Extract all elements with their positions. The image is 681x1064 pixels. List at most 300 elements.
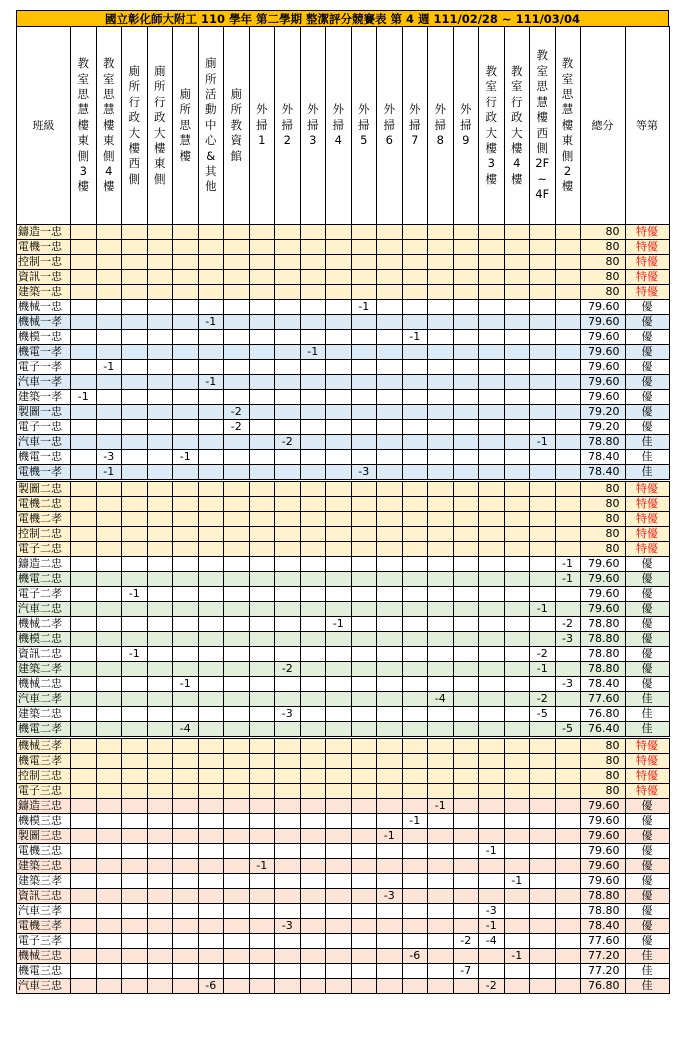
deduction-cell bbox=[555, 315, 580, 330]
deduction-cell bbox=[555, 285, 580, 300]
deduction-cell bbox=[147, 722, 173, 737]
deduction-cell bbox=[326, 527, 352, 542]
deduction-cell bbox=[122, 270, 148, 285]
deduction-cell bbox=[198, 300, 224, 315]
deduction-cell bbox=[453, 874, 479, 889]
deduction-cell bbox=[351, 390, 377, 405]
table-row bbox=[17, 949, 670, 964]
deduction-cell bbox=[96, 904, 122, 919]
deduction-cell bbox=[453, 225, 479, 240]
class-name-cell: 電子一忠 bbox=[17, 420, 71, 435]
deduction-cell bbox=[326, 934, 352, 949]
deduction-cell bbox=[224, 512, 250, 527]
deduction-cell bbox=[504, 859, 530, 874]
deduction-cell bbox=[453, 707, 479, 722]
table-row bbox=[17, 360, 670, 375]
deduction-cell bbox=[71, 722, 97, 737]
deduction-cell bbox=[530, 330, 556, 345]
deduction-cell bbox=[402, 512, 428, 527]
deduction-cell bbox=[147, 769, 173, 784]
total-score-cell: 80 bbox=[580, 255, 625, 270]
deduction-cell bbox=[71, 225, 97, 240]
deduction-cell bbox=[402, 707, 428, 722]
deduction-cell bbox=[530, 722, 556, 737]
deduction-cell bbox=[71, 964, 97, 979]
deduction-cell: -1 bbox=[530, 662, 556, 677]
deduction-cell bbox=[249, 270, 275, 285]
deduction-cell bbox=[504, 784, 530, 799]
deduction-cell bbox=[504, 677, 530, 692]
deduction-cell bbox=[275, 285, 301, 300]
table-row bbox=[17, 677, 670, 692]
grade-cell: 優 bbox=[625, 405, 669, 420]
deduction-cell bbox=[453, 420, 479, 435]
deduction-cell bbox=[122, 964, 148, 979]
deduction-cell bbox=[71, 784, 97, 799]
deduction-cell bbox=[224, 677, 250, 692]
total-score-cell: 79.60 bbox=[580, 345, 625, 360]
deduction-cell bbox=[96, 225, 122, 240]
deduction-cell bbox=[504, 375, 530, 390]
deduction-cell bbox=[377, 844, 403, 859]
deduction-cell bbox=[377, 722, 403, 737]
deduction-cell bbox=[71, 285, 97, 300]
class-name-cell: 控制一忠 bbox=[17, 255, 71, 270]
deduction-cell bbox=[198, 739, 224, 754]
deduction-cell bbox=[249, 512, 275, 527]
deduction-cell bbox=[504, 315, 530, 330]
deduction-cell bbox=[96, 934, 122, 949]
deduction-cell bbox=[173, 829, 199, 844]
deduction-cell bbox=[377, 527, 403, 542]
deduction-cell bbox=[71, 844, 97, 859]
deduction-cell bbox=[453, 904, 479, 919]
deduction-cell: -1 bbox=[479, 919, 505, 934]
total-score-cell: 79.20 bbox=[580, 420, 625, 435]
deduction-cell bbox=[249, 617, 275, 632]
deduction-cell bbox=[300, 420, 326, 435]
deduction-cell bbox=[402, 557, 428, 572]
deduction-cell bbox=[122, 934, 148, 949]
deduction-cell bbox=[122, 375, 148, 390]
grade-cell: 優 bbox=[625, 859, 669, 874]
deduction-cell bbox=[479, 602, 505, 617]
deduction-cell bbox=[479, 240, 505, 255]
deduction-cell bbox=[198, 904, 224, 919]
deduction-cell bbox=[147, 617, 173, 632]
deduction-cell bbox=[147, 270, 173, 285]
deduction-cell bbox=[428, 497, 454, 512]
deduction-cell bbox=[249, 527, 275, 542]
deduction-cell bbox=[173, 632, 199, 647]
deduction-cell bbox=[71, 375, 97, 390]
grade-cell: 特優 bbox=[625, 784, 669, 799]
deduction-cell bbox=[198, 450, 224, 465]
deduction-cell bbox=[428, 979, 454, 994]
deduction-cell bbox=[71, 632, 97, 647]
deduction-cell bbox=[71, 662, 97, 677]
table-row bbox=[17, 255, 670, 270]
deduction-cell bbox=[555, 692, 580, 707]
table-row bbox=[17, 692, 670, 707]
total-score-cell: 80 bbox=[580, 739, 625, 754]
deduction-cell bbox=[198, 330, 224, 345]
deduction-cell bbox=[300, 964, 326, 979]
deduction-cell bbox=[224, 375, 250, 390]
deduction-cell bbox=[428, 889, 454, 904]
deduction-cell bbox=[198, 435, 224, 450]
deduction-cell bbox=[71, 874, 97, 889]
deduction-cell bbox=[173, 527, 199, 542]
deduction-cell bbox=[71, 330, 97, 345]
deduction-cell bbox=[198, 769, 224, 784]
deduction-cell bbox=[351, 512, 377, 527]
deduction-cell bbox=[71, 904, 97, 919]
grade-cell: 優 bbox=[625, 934, 669, 949]
deduction-cell bbox=[428, 345, 454, 360]
deduction-cell bbox=[530, 677, 556, 692]
deduction-cell bbox=[300, 754, 326, 769]
deduction-cell bbox=[275, 934, 301, 949]
deduction-cell bbox=[122, 799, 148, 814]
deduction-cell bbox=[402, 934, 428, 949]
deduction-cell bbox=[377, 799, 403, 814]
deduction-cell bbox=[224, 450, 250, 465]
deduction-cell bbox=[351, 677, 377, 692]
deduction-cell bbox=[300, 647, 326, 662]
deduction-cell: -1 bbox=[530, 602, 556, 617]
deduction-cell bbox=[147, 587, 173, 602]
deduction-cell bbox=[198, 557, 224, 572]
deduction-cell bbox=[249, 315, 275, 330]
deduction-cell bbox=[198, 859, 224, 874]
total-score-cell: 78.40 bbox=[580, 465, 625, 480]
deduction-cell bbox=[504, 512, 530, 527]
deduction-cell bbox=[249, 465, 275, 480]
deduction-cell bbox=[96, 799, 122, 814]
deduction-cell bbox=[224, 739, 250, 754]
deduction-cell bbox=[530, 542, 556, 557]
deduction-cell: -1 bbox=[198, 375, 224, 390]
deduction-cell bbox=[351, 497, 377, 512]
deduction-cell bbox=[555, 707, 580, 722]
deduction-cell bbox=[96, 512, 122, 527]
total-score-cell: 79.60 bbox=[580, 360, 625, 375]
column-header-label: 廁所活動中心&其他 bbox=[205, 56, 217, 194]
deduction-cell bbox=[555, 964, 580, 979]
deduction-cell bbox=[377, 225, 403, 240]
table-row bbox=[17, 919, 670, 934]
deduction-cell bbox=[173, 497, 199, 512]
deduction-cell bbox=[122, 904, 148, 919]
column-header bbox=[580, 27, 625, 225]
deduction-cell bbox=[479, 754, 505, 769]
deduction-cell bbox=[147, 225, 173, 240]
deduction-cell bbox=[530, 754, 556, 769]
table-row bbox=[17, 979, 670, 994]
table-row bbox=[17, 964, 670, 979]
deduction-cell bbox=[479, 375, 505, 390]
deduction-cell bbox=[173, 360, 199, 375]
total-score-cell: 78.80 bbox=[580, 662, 625, 677]
deduction-cell bbox=[453, 300, 479, 315]
deduction-cell bbox=[122, 390, 148, 405]
deduction-cell bbox=[122, 979, 148, 994]
total-score-cell: 79.60 bbox=[580, 874, 625, 889]
deduction-cell: -1 bbox=[479, 844, 505, 859]
deduction-cell bbox=[530, 844, 556, 859]
deduction-cell bbox=[402, 360, 428, 375]
column-header bbox=[555, 27, 580, 225]
deduction-cell bbox=[402, 420, 428, 435]
grade-cell: 佳 bbox=[625, 707, 669, 722]
deduction-cell bbox=[249, 739, 275, 754]
deduction-cell bbox=[402, 859, 428, 874]
deduction-cell bbox=[326, 330, 352, 345]
deduction-cell bbox=[530, 240, 556, 255]
total-score-cell: 79.60 bbox=[580, 844, 625, 859]
deduction-cell bbox=[122, 482, 148, 497]
grade-cell: 優 bbox=[625, 602, 669, 617]
deduction-cell bbox=[71, 270, 97, 285]
deduction-cell bbox=[198, 934, 224, 949]
deduction-cell bbox=[402, 692, 428, 707]
deduction-cell bbox=[479, 390, 505, 405]
column-header-label: 班級 bbox=[32, 118, 55, 132]
deduction-cell bbox=[453, 450, 479, 465]
deduction-cell bbox=[275, 450, 301, 465]
deduction-cell bbox=[300, 844, 326, 859]
deduction-cell bbox=[453, 677, 479, 692]
deduction-cell bbox=[479, 949, 505, 964]
deduction-cell bbox=[479, 225, 505, 240]
table-row bbox=[17, 542, 670, 557]
column-header bbox=[377, 27, 403, 225]
deduction-cell bbox=[173, 754, 199, 769]
deduction-cell bbox=[71, 405, 97, 420]
column-header-label: 廁所思慧樓 bbox=[179, 86, 191, 163]
deduction-cell bbox=[300, 542, 326, 557]
deduction-cell: -2 bbox=[453, 934, 479, 949]
class-name-cell: 機電二孝 bbox=[17, 722, 71, 737]
deduction-cell bbox=[326, 844, 352, 859]
deduction-cell bbox=[198, 784, 224, 799]
table-row bbox=[17, 315, 670, 330]
deduction-cell bbox=[249, 240, 275, 255]
deduction-cell bbox=[453, 829, 479, 844]
deduction-cell bbox=[300, 527, 326, 542]
total-score-cell: 78.80 bbox=[580, 904, 625, 919]
grade-cell: 優 bbox=[625, 919, 669, 934]
class-name-cell: 機模二忠 bbox=[17, 632, 71, 647]
deduction-cell bbox=[147, 844, 173, 859]
deduction-cell bbox=[326, 435, 352, 450]
deduction-cell bbox=[249, 722, 275, 737]
class-name-cell: 建築三忠 bbox=[17, 859, 71, 874]
deduction-cell bbox=[173, 844, 199, 859]
deduction-cell bbox=[96, 844, 122, 859]
class-name-cell: 電子二孝 bbox=[17, 587, 71, 602]
deduction-cell bbox=[147, 420, 173, 435]
deduction-cell bbox=[530, 572, 556, 587]
deduction-cell bbox=[173, 270, 199, 285]
deduction-cell bbox=[555, 979, 580, 994]
total-score-cell: 80 bbox=[580, 527, 625, 542]
deduction-cell bbox=[428, 769, 454, 784]
deduction-cell bbox=[377, 739, 403, 754]
deduction-cell bbox=[479, 889, 505, 904]
deduction-cell bbox=[300, 739, 326, 754]
table-row bbox=[17, 465, 670, 480]
deduction-cell bbox=[300, 979, 326, 994]
deduction-cell bbox=[71, 799, 97, 814]
column-header-label: 外掃1 bbox=[256, 102, 268, 148]
deduction-cell bbox=[530, 949, 556, 964]
deduction-cell bbox=[122, 512, 148, 527]
column-header-label: 總分 bbox=[591, 118, 614, 132]
deduction-cell bbox=[173, 465, 199, 480]
deduction-cell bbox=[249, 844, 275, 859]
deduction-cell bbox=[249, 497, 275, 512]
deduction-cell bbox=[173, 420, 199, 435]
class-name-cell: 電機二忠 bbox=[17, 497, 71, 512]
deduction-cell bbox=[224, 829, 250, 844]
deduction-cell: -2 bbox=[275, 435, 301, 450]
column-header bbox=[504, 27, 530, 225]
deduction-cell: -1 bbox=[249, 859, 275, 874]
grade-cell: 佳 bbox=[625, 949, 669, 964]
deduction-cell bbox=[147, 360, 173, 375]
deduction-cell bbox=[300, 405, 326, 420]
deduction-cell: -2 bbox=[224, 405, 250, 420]
deduction-cell bbox=[479, 255, 505, 270]
deduction-cell bbox=[402, 225, 428, 240]
deduction-cell bbox=[530, 345, 556, 360]
deduction-cell bbox=[377, 512, 403, 527]
deduction-cell bbox=[555, 390, 580, 405]
deduction-cell bbox=[326, 754, 352, 769]
column-header-label: 廁所行政大樓東側 bbox=[154, 63, 166, 186]
deduction-cell bbox=[275, 769, 301, 784]
deduction-cell bbox=[300, 330, 326, 345]
deduction-cell bbox=[402, 617, 428, 632]
deduction-cell bbox=[555, 949, 580, 964]
deduction-cell bbox=[428, 557, 454, 572]
deduction-cell bbox=[504, 255, 530, 270]
table-row bbox=[17, 497, 670, 512]
deduction-cell bbox=[351, 964, 377, 979]
deduction-cell bbox=[428, 420, 454, 435]
deduction-cell bbox=[555, 330, 580, 345]
deduction-cell bbox=[326, 225, 352, 240]
deduction-cell bbox=[555, 345, 580, 360]
deduction-cell bbox=[479, 964, 505, 979]
deduction-cell bbox=[326, 874, 352, 889]
table-row bbox=[17, 300, 670, 315]
grade-cell: 特優 bbox=[625, 739, 669, 754]
deduction-cell bbox=[530, 784, 556, 799]
deduction-cell bbox=[224, 904, 250, 919]
deduction-cell bbox=[530, 587, 556, 602]
deduction-cell bbox=[377, 707, 403, 722]
deduction-cell bbox=[530, 405, 556, 420]
deduction-cell bbox=[173, 784, 199, 799]
deduction-cell bbox=[224, 527, 250, 542]
deduction-cell bbox=[71, 420, 97, 435]
deduction-cell bbox=[504, 345, 530, 360]
deduction-cell bbox=[275, 300, 301, 315]
deduction-cell bbox=[198, 482, 224, 497]
deduction-cell bbox=[453, 949, 479, 964]
deduction-cell bbox=[555, 225, 580, 240]
deduction-cell bbox=[504, 979, 530, 994]
deduction-cell bbox=[351, 692, 377, 707]
deduction-cell bbox=[224, 390, 250, 405]
deduction-cell bbox=[198, 465, 224, 480]
deduction-cell bbox=[479, 859, 505, 874]
deduction-cell bbox=[504, 240, 530, 255]
deduction-cell bbox=[224, 315, 250, 330]
grade-cell: 優 bbox=[625, 904, 669, 919]
class-name-cell: 機械一忠 bbox=[17, 300, 71, 315]
deduction-cell: -3 bbox=[555, 632, 580, 647]
deduction-cell bbox=[504, 270, 530, 285]
deduction-cell bbox=[96, 754, 122, 769]
deduction-cell bbox=[275, 375, 301, 390]
deduction-cell bbox=[147, 799, 173, 814]
deduction-cell bbox=[147, 465, 173, 480]
deduction-cell bbox=[453, 345, 479, 360]
deduction-cell bbox=[173, 330, 199, 345]
deduction-cell bbox=[530, 285, 556, 300]
deduction-cell bbox=[377, 677, 403, 692]
deduction-cell bbox=[555, 300, 580, 315]
deduction-cell bbox=[402, 405, 428, 420]
total-score-cell: 79.60 bbox=[580, 587, 625, 602]
deduction-cell bbox=[198, 602, 224, 617]
deduction-cell bbox=[300, 557, 326, 572]
column-header bbox=[275, 27, 301, 225]
deduction-cell bbox=[147, 542, 173, 557]
deduction-cell bbox=[555, 754, 580, 769]
class-name-cell: 機電三忠 bbox=[17, 964, 71, 979]
deduction-cell bbox=[377, 315, 403, 330]
deduction-cell: -6 bbox=[198, 979, 224, 994]
deduction-cell bbox=[122, 557, 148, 572]
grade-cell: 特優 bbox=[625, 482, 669, 497]
deduction-cell bbox=[71, 617, 97, 632]
deduction-cell bbox=[71, 919, 97, 934]
deduction-cell bbox=[351, 557, 377, 572]
column-header bbox=[479, 27, 505, 225]
deduction-cell bbox=[198, 270, 224, 285]
deduction-cell bbox=[198, 255, 224, 270]
deduction-cell bbox=[479, 572, 505, 587]
deduction-cell bbox=[71, 345, 97, 360]
deduction-cell bbox=[530, 859, 556, 874]
deduction-cell bbox=[453, 814, 479, 829]
deduction-cell bbox=[71, 542, 97, 557]
deduction-cell bbox=[479, 435, 505, 450]
column-header bbox=[224, 27, 250, 225]
class-name-cell: 汽車一孝 bbox=[17, 375, 71, 390]
deduction-cell bbox=[275, 572, 301, 587]
deduction-cell bbox=[351, 889, 377, 904]
deduction-cell bbox=[198, 707, 224, 722]
deduction-cell bbox=[275, 677, 301, 692]
deduction-cell bbox=[96, 874, 122, 889]
deduction-cell bbox=[300, 497, 326, 512]
